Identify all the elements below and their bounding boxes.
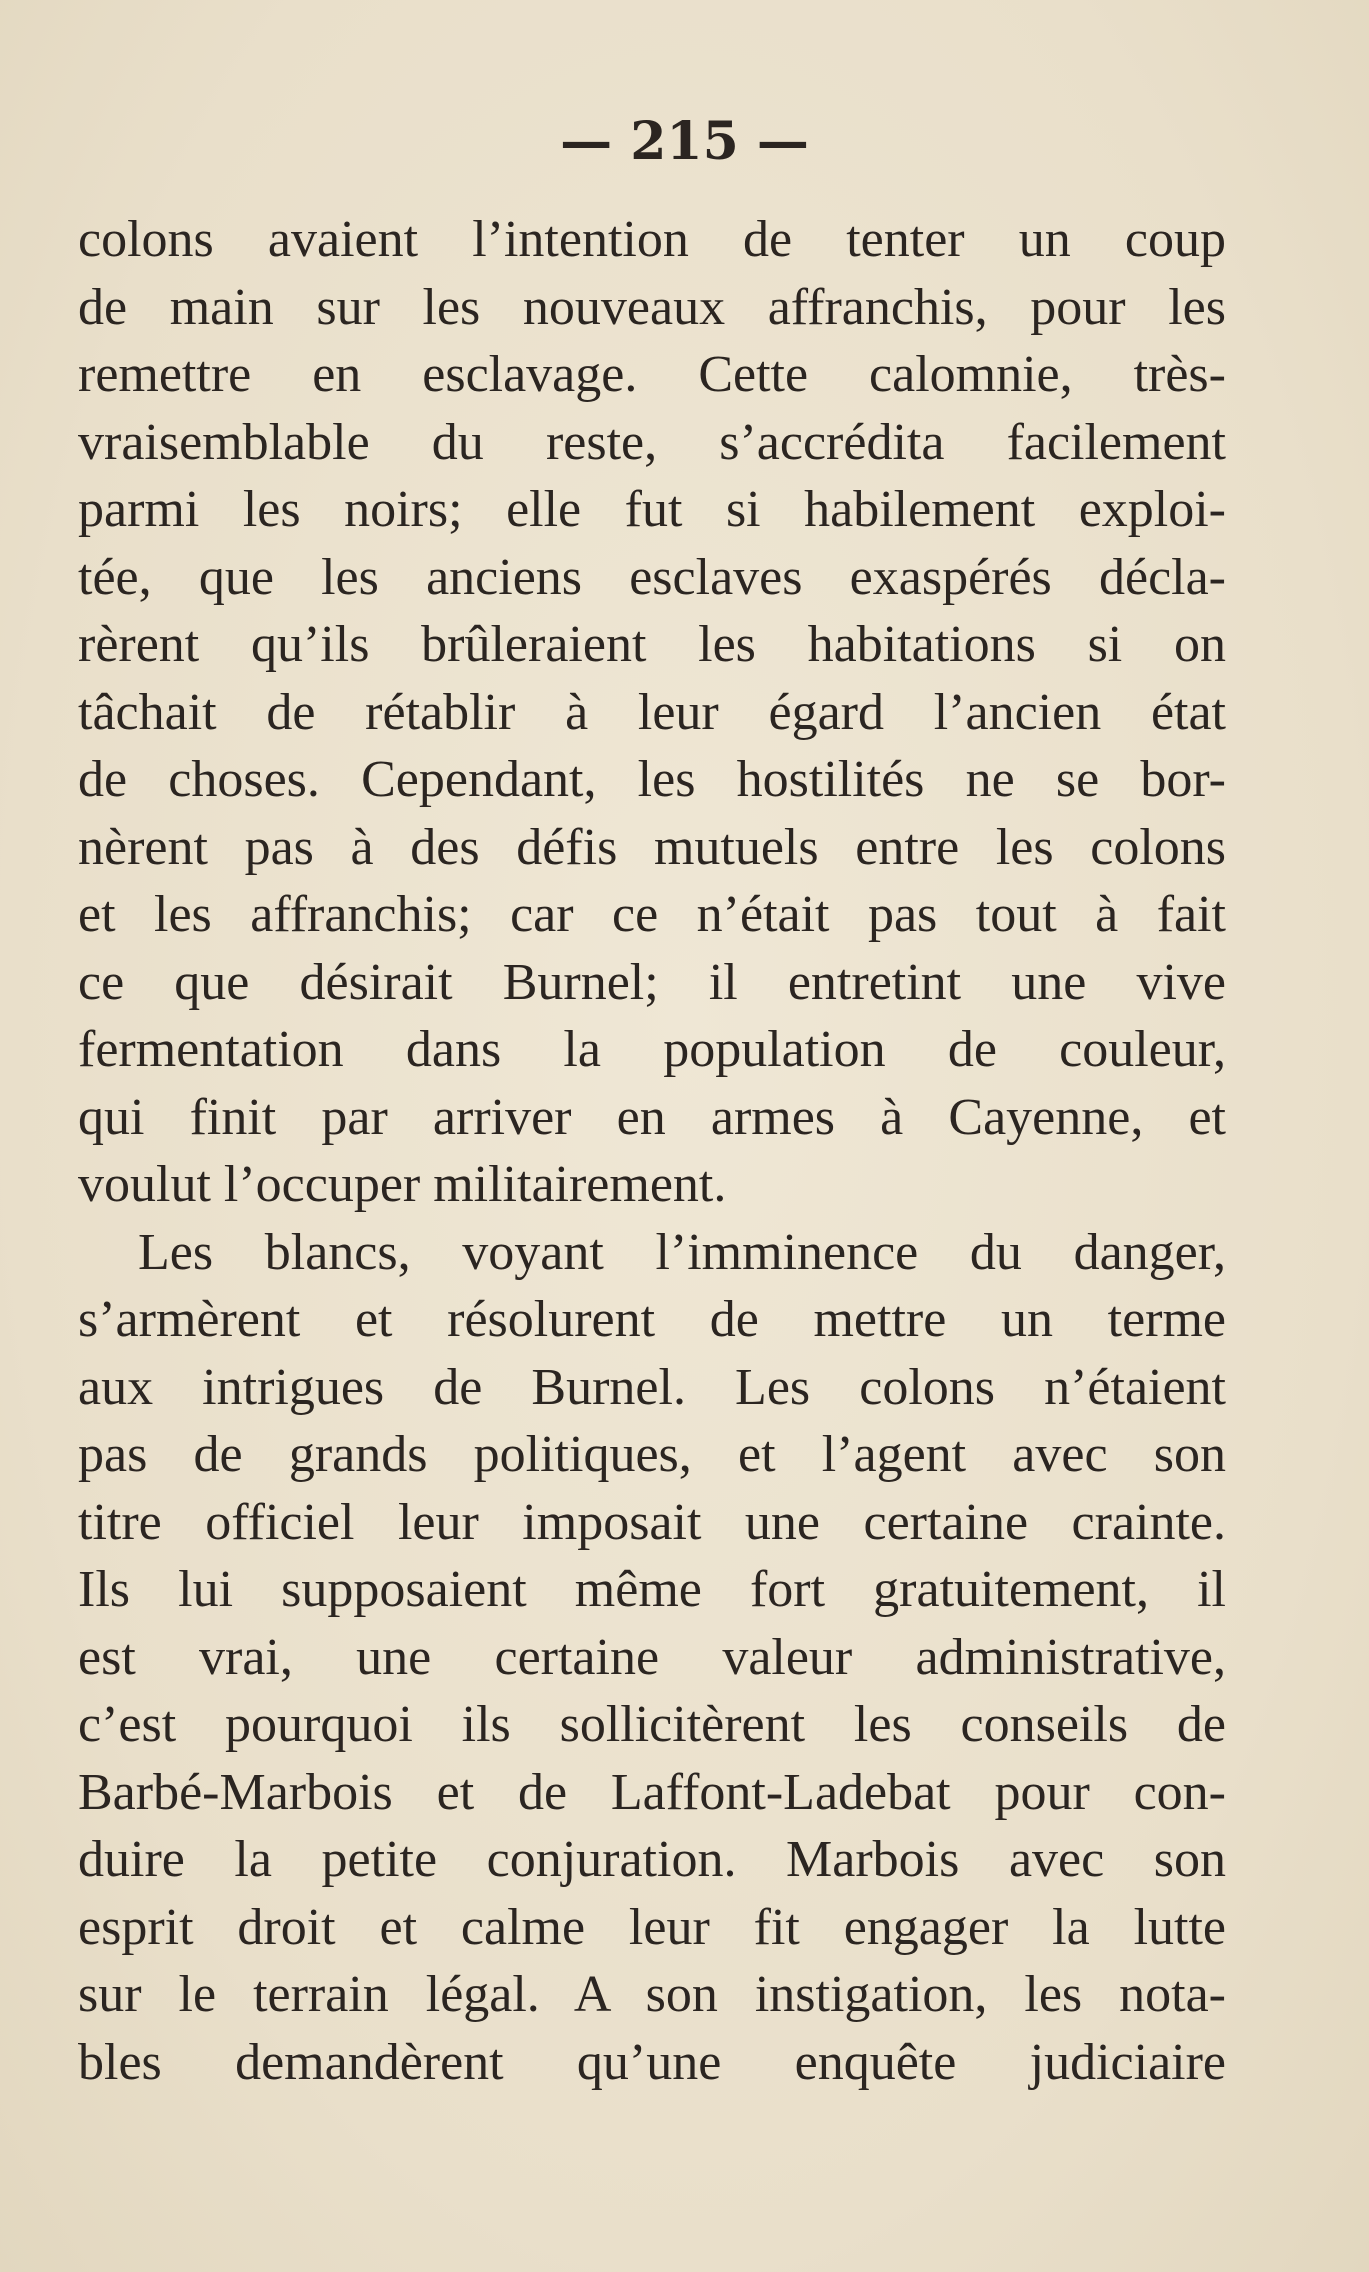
text-line: ce que désirait Burnel; il entretint une vive [78,953,1226,1011]
text-line: de main sur les nouveaux affranchis, pour les [78,278,1226,336]
text-line: est vrai, une certaine valeur administrative, [78,1628,1226,1686]
text-line: nèrent pas à des défis mutuels entre les colons [78,818,1226,876]
text-line: qui finit par arriver en armes à Cayenne, et [78,1088,1226,1146]
body-text [78,206,1226,2096]
text-line: aux intrigues de Burnel. Les colons n’étaient [78,1358,1226,1416]
text-line: sur le terrain légal. A son instigation, les nota- [78,1966,1226,2023]
text-line: tée, que les anciens esclaves exaspérés décla- [78,548,1226,606]
paragraph-start-line: Les blancs, voyant l’imminence du danger, [138,1223,1226,1281]
text-line: parmi les noirs; elle fut si habilement exploi- [78,481,1226,538]
text-line: vraisemblable du reste, s’accrédita facilement [78,413,1226,471]
text-line: bles demandèrent qu’une enquête judiciaire [78,2033,1226,2091]
text-line: rèrent qu’ils brûleraient les habitations si on [78,616,1226,673]
text-line: pas de grands politiques, et l’agent avec son [78,1426,1226,1483]
text-line: s’armèrent et résolurent de mettre un terme [78,1291,1226,1348]
text-line: et les affranchis; car ce n’était pas tout à fait [78,886,1226,943]
text-line: titre officiel leur imposait une certaine crainte. [78,1493,1226,1551]
text-line: fermentation dans la population de couleur, [78,1021,1226,1078]
text-line: Barbé-Marbois et de Laffont-Ladebat pour con- [78,1763,1226,1821]
text-line: esprit droit et calme leur fit engager la lutte [78,1898,1226,1956]
text-line: colons avaient l’intention de tenter un coup [78,211,1226,268]
text-line: de choses. Cependant, les hostilités ne se bor- [78,751,1226,808]
text-line: remettre en esclavage. Cette calomnie, très- [78,346,1226,403]
text-line: duire la petite conjuration. Marbois avec son [78,1831,1226,1888]
text-line: c’est pourquoi ils sollicitèrent les conseils de [78,1696,1226,1753]
paragraph-end-line: voulut l’occuper militairement. [78,1156,727,1213]
page-number: — 215 — [560,111,809,172]
text-line: tâchait de rétablir à leur égard l’ancien état [78,683,1226,741]
text-line: Ils lui supposaient même fort gratuitement, il [78,1561,1226,1618]
